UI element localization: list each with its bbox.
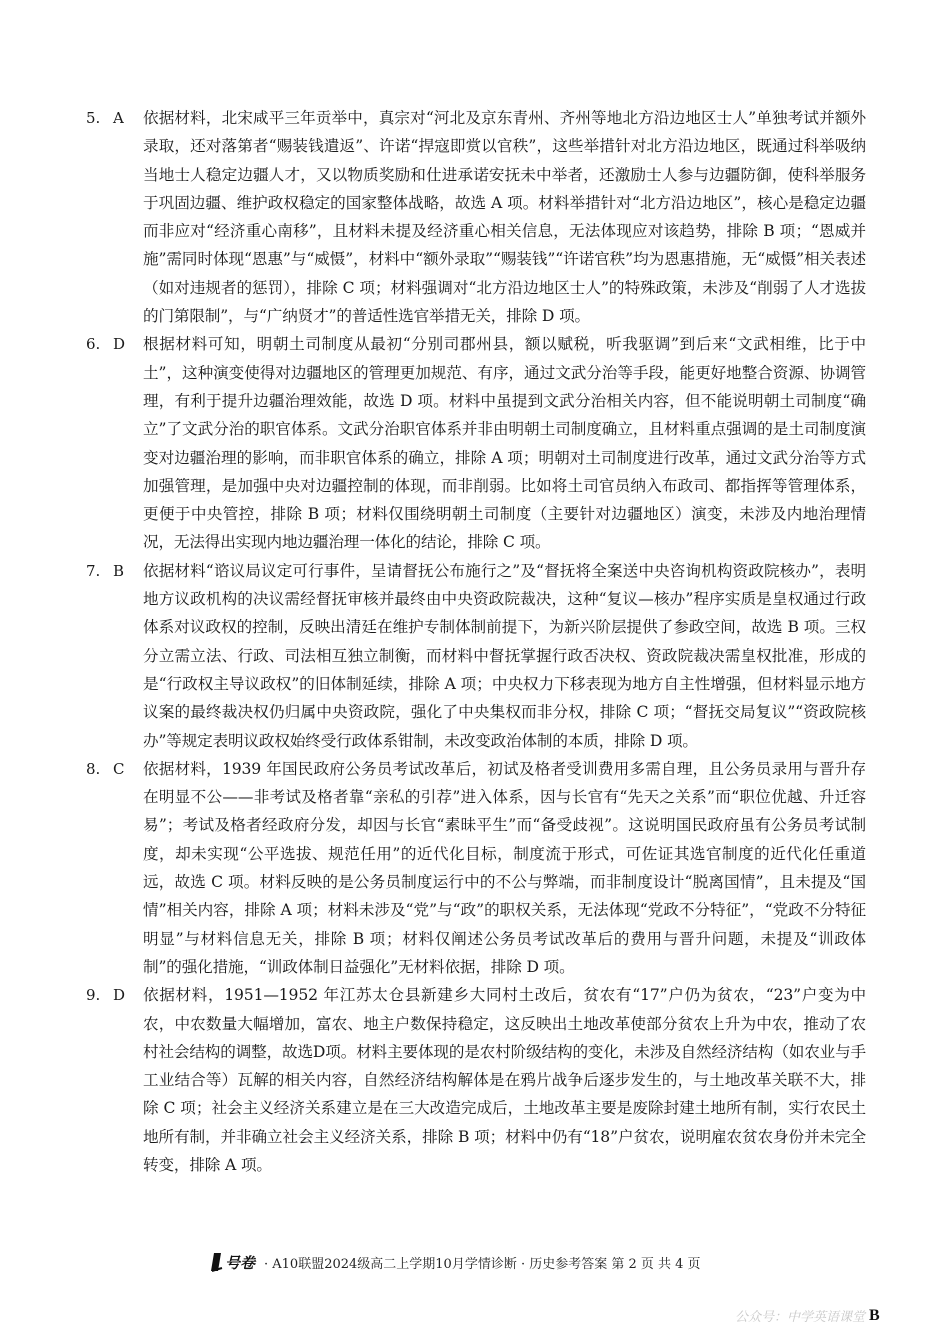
answer-item-9: [86, 981, 866, 1179]
explanation-text: 根据材料可知，明朝土司制度从最初“分别司郡州县，额以赋税，听我驱调”到后来“文武相维，比于中土”，这种演变使得对边疆地区的管理更加规范、有序，通过文武分治等手段，能更好地整合资源、协调管理，有利于提升边疆治理效能，故选 D 项。材料中虽提到文武分治相关内容，但不能说明朝土司制度“确立”了文武分治的职官体系。文武分治职官体系并非由明朝土司制度确立，且材料重点强调的是土司制度演变对边疆治理的影响，而非职官体系的确立，排除 A 项；明朝对土司制度进行改革，通过文武分治等方式加强管理，是加强中央对边疆控制的体现，而非削弱。比如将土司官员纳入布政司、都指挥等管理体系，更便于中央管控，排除 B 项；材料仅围绕明朝土司制度（主要针对边疆地区）演变，未涉及内地治理情况，无法得出实现内地边疆治理一体化的结论，排除 C 项。: [143, 335, 866, 552]
watermark-letter: B: [869, 1306, 880, 1324]
explanation-text: 依据材料“谘议局议定可行事件，呈请督抚公布施行之”及“督抚将全案送中央咨询机构资政院核办”，表明地方议政机构的决议需经督抚审核并最终由中央资政院裁决，这种“复议—核办”程序实质是皇权通过行政体系对议政权的控制，反映出清廷在维护专制体制前提下，为新兴阶层提供了参政空间，故选 B 项。三权分立需立法、行政、司法相互独立制衡，而材料中督抚掌握行政否决权、资政院裁决需皇权批准，形成的是“行政权主导议政权”的旧体制延续，排除 A 项；中央权力下移表现为地方自主性增强，但材料显示地方议案的最终裁决权仍归属中央资政院，强化了中央集权而非分权，排除 C 项；“督抚交局复议”“资政院核办”等规定表明议政权始终受行政体系钳制，未改变政治体制的本质，排除 D 项。: [143, 561, 866, 750]
answer-list: [86, 104, 866, 1179]
explanation-text: 依据材料，1951—1952 年江苏太仓县新建乡大同村土改后，贫农有“17”户仍为贫农，“23”户变为中农，中农数量大幅增加，富农、地主户数保持稳定，这反映出土地改革使部分贫农上升为中农，推动了农村社会结构的调整，故选D项。材料主要体现的是农村阶级结构的变化，未涉及自然经济结构（如农业与手工业结合等）瓦解的相关内容，自然经济结构解体是在鸦片战争后逐步发生的，与土地改革关联不大，排除 C 项；社会主义经济关系建立是在三大改造完成后，土地改革主要是废除封建土地所有制，实行农民土地所有制，并非确立社会主义经济关系，排除 B 项；材料中仍有“18”户贫农，说明雇农贫农身份并未完全转变，排除 A 项。: [143, 986, 866, 1174]
question-number: 9.: [86, 986, 101, 1005]
answer-item-5: [86, 104, 866, 330]
page-footer: [210, 1250, 701, 1274]
brand-logo-icon: [210, 1250, 260, 1274]
explanation-text: 依据材料，1939 年国民政府公务员考试改革后，初试及格者受训费用多需自理，且公务员录用与晋升存在明显不公——非考试及格者靠“亲私的引荐”进入体系，因与长官有“先天之关系”而“职位优越、升迁容易”；考试及格者经政府分发，却因与长官“素昧平生”而“备受歧视”。这说明国民政府虽有公务员考试制度，却未实现“公平选拔、规范任用”的近代化目标，制度流于形式，可佐证其选官制度的近代化任重道远，故选 C 项。材料反映的是公务员制度运行中的不公与弊端，而非制度设计“脱离国情”，且未提及“国情”相关内容，排除 A 项；材料未涉及“党”与“政”的职权关系，无法体现“党政不分特征”，“党政不分特征明显”与材料信息无关，排除 B 项；材料仅阐述公务员考试改革后的费用与晋升问题，未提及“训政体制”的强化措施，“训政体制日益强化”无材料依据，排除 D 项。: [143, 759, 866, 976]
answer-letter: D: [113, 335, 126, 354]
svg-text:号卷: 号卷: [225, 1254, 256, 1272]
answer-item-7: [86, 557, 866, 755]
answer-letter: B: [113, 561, 125, 580]
watermark: [735, 1306, 880, 1325]
answer-letter: C: [113, 759, 125, 778]
question-number: 7.: [86, 561, 101, 580]
answer-item-6: [86, 330, 866, 556]
answer-item-8: [86, 755, 866, 981]
question-number: 6.: [86, 335, 101, 354]
footer-text: · A10联盟2024级高二上学期10月学情诊断 · 历史参考答案 第 2 页 共 4 页: [264, 1256, 701, 1272]
watermark-text: 公众号：中学英语课堂: [735, 1310, 866, 1325]
question-number: 8.: [86, 759, 101, 778]
answer-letter: D: [113, 986, 126, 1005]
question-number: 5.: [86, 109, 101, 127]
explanation-text: 依据材料，北宋咸平三年贡举中，真宗对“河北及京东青州、齐州等地北方沿边地区士人”单独考试并额外录取，还对落第者“赐装钱遣返”、许诺“捍寇即赏以官秩”，这些举措针对北方沿边地区，既通过科举吸纳当地士人稳定边疆人才，又以物质奖励和仕进承诺安抚未中举者，还激励士人参与边疆防御，使科举服务于巩固边疆、维护政权稳定的国家整体战略，故选 A 项。材料举措针对“北方沿边地区”，核心是稳定边疆而非应对“经济重心南移”，且材料未提及经济重心相关信息，无法体现应对该趋势，排除 B 项；“恩威并施”需同时体现“恩惠”与“威慑”，材料中“额外录取”“赐装钱”“许诺官秩”均为恩惠措施，无“威慑”相关表述（如对违规者的惩罚），排除 C 项；材料强调对“北方沿边地区士人”的特殊政策，未涉及“削弱了人才选拔的门第限制”，与“广纳贤才”的普适性选官举措无关，排除 D 项。: [143, 109, 866, 326]
answer-letter: A: [113, 109, 124, 127]
